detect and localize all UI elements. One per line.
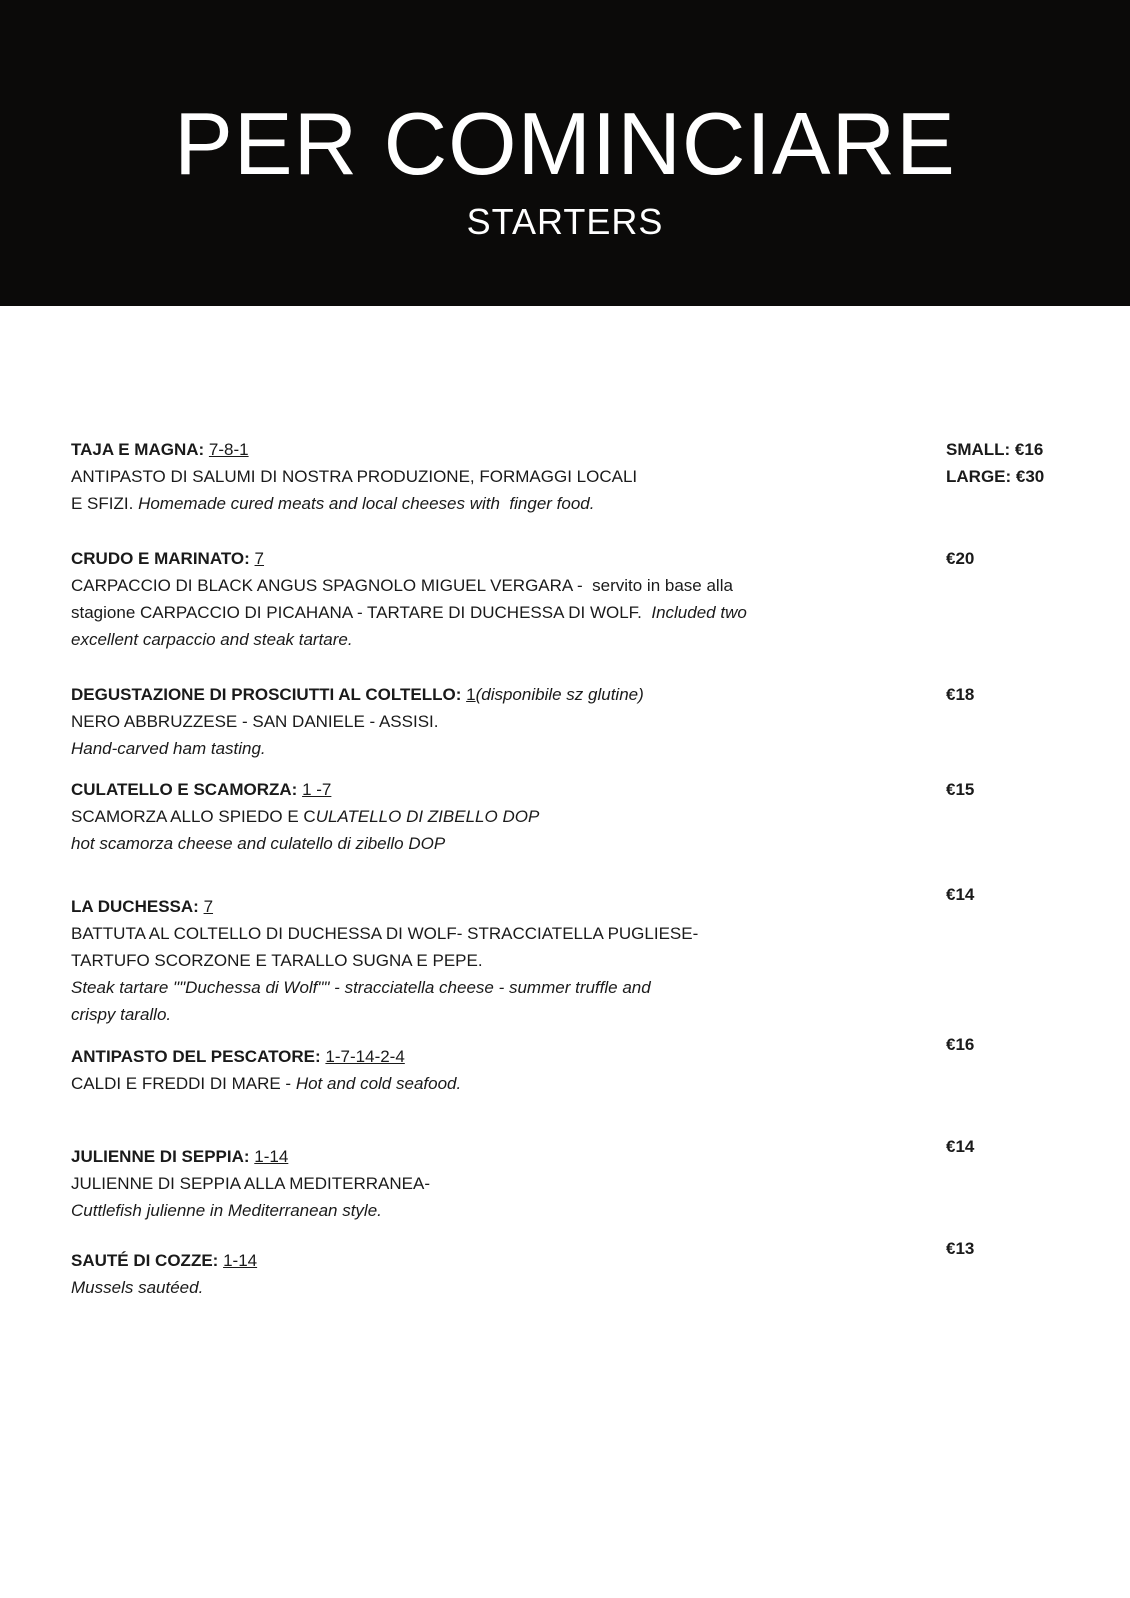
menu-item bbox=[71, 776, 1071, 857]
description-italian: stagione CARPACCIO DI PICAHANA - TARTARE DI DUCHESSA DI WOLF. bbox=[71, 603, 652, 622]
description-italian: ANTIPASTO DI SALUMI DI NOSTRA PRODUZIONE, FORMAGGI LOCALI bbox=[71, 467, 638, 486]
menu-item-heading bbox=[71, 681, 1071, 708]
menu-item bbox=[71, 545, 1071, 653]
menu-item bbox=[71, 1247, 1071, 1301]
menu-item-name: TAJA E MAGNA: bbox=[71, 440, 205, 459]
menu-item-description-line bbox=[71, 947, 1071, 974]
description-english: Cuttlefish julienne in Mediterranean style. bbox=[71, 1201, 382, 1220]
menu-item-heading bbox=[71, 545, 1071, 572]
menu-item-description-line bbox=[71, 1001, 1071, 1028]
allergen-codes: 1-7-14-2-4 bbox=[325, 1047, 405, 1066]
menu-item-description-line bbox=[71, 974, 1071, 1001]
menu-item-price: LARGE: €30 bbox=[946, 467, 1045, 486]
menu-item-description-line bbox=[71, 1070, 1071, 1097]
menu-item-price: €15 bbox=[946, 780, 975, 799]
menu-item-description-line bbox=[71, 490, 1071, 517]
allergen-codes: 7-8-1 bbox=[208, 440, 249, 459]
allergen-codes: 1-14 bbox=[254, 1147, 289, 1166]
menu-item-description-line bbox=[71, 1274, 1071, 1301]
menu-item-description-line bbox=[71, 1197, 1071, 1224]
menu-item-description-line bbox=[71, 1170, 1071, 1197]
header-banner bbox=[0, 0, 1130, 306]
menu-item-price: €16 bbox=[946, 1035, 975, 1054]
menu-item-description-line bbox=[71, 803, 1071, 830]
description-english: Homemade cured meats and local cheeses with finger food. bbox=[138, 494, 595, 513]
allergen-codes: 1 -7 bbox=[302, 780, 332, 799]
allergen-codes: 1-14 bbox=[223, 1251, 258, 1270]
menu-item bbox=[71, 681, 1071, 762]
menu-item-description-line bbox=[71, 572, 1071, 599]
description-italian: E SFIZI. bbox=[71, 494, 139, 513]
menu-item-price: €18 bbox=[946, 685, 975, 704]
menu-item-name: DEGUSTAZIONE DI PROSCIUTTI AL COLTELLO: bbox=[71, 685, 462, 704]
description-english: Mussels sautéed. bbox=[71, 1278, 204, 1297]
menu-item-description-line bbox=[71, 599, 1071, 626]
page-title: PER COMINCIARE bbox=[174, 94, 956, 193]
menu-item-description-line bbox=[71, 920, 1071, 947]
description-italian: BATTUTA AL COLTELLO DI DUCHESSA DI WOLF- STRACCIATELLA PUGLIESE- bbox=[71, 924, 699, 943]
menu-item bbox=[71, 436, 1071, 517]
menu-item-price: €14 bbox=[946, 885, 975, 904]
description-italian: NERO ABBRUZZESE - SAN DANIELE - ASSISI. bbox=[71, 712, 439, 731]
menu-item-description-line bbox=[71, 626, 1071, 653]
description-italian: TARTUFO SCORZONE E TARALLO SUGNA E PEPE. bbox=[71, 951, 483, 970]
menu-item-name: ANTIPASTO DEL PESCATORE: bbox=[71, 1047, 321, 1066]
menu-item-name: SAUTÉ DI COZZE: bbox=[71, 1251, 219, 1270]
menu-item-note: (disponibile sz glutine) bbox=[475, 685, 644, 704]
description-english: Hand-carved ham tasting. bbox=[71, 739, 266, 758]
menu-item bbox=[71, 1143, 1071, 1224]
allergen-codes: 7 bbox=[203, 897, 214, 916]
menu-item-heading bbox=[71, 1143, 1071, 1170]
description-italian: CARPACCIO DI BLACK ANGUS SPAGNOLO MIGUEL VERGARA - servito in base alla bbox=[71, 576, 733, 595]
description-english: Steak tartare ""Duchessa di Wolf"" - stracciatella cheese - summer truffle and bbox=[71, 978, 651, 997]
description-italian: CALDI E FREDDI DI MARE - bbox=[71, 1074, 296, 1093]
description-english: hot scamorza cheese and culatello di zibello DOP bbox=[71, 834, 446, 853]
allergen-codes: 7 bbox=[254, 549, 265, 568]
menu-item-heading bbox=[71, 1043, 1071, 1070]
description-english: crispy tarallo. bbox=[71, 1005, 172, 1024]
allergen-codes: 1 bbox=[466, 685, 476, 704]
description-italian: JULIENNE DI SEPPIA ALLA MEDITERRANEA- bbox=[71, 1174, 431, 1193]
menu-item-description-line bbox=[71, 708, 1071, 735]
page-subtitle: STARTERS bbox=[466, 201, 664, 242]
menu-item-name: CRUDO E MARINATO: bbox=[71, 549, 250, 568]
menu-item-heading bbox=[71, 436, 1071, 463]
menu-item bbox=[71, 1043, 1071, 1097]
description-english: ULATELLO DI ZIBELLO DOP bbox=[315, 807, 540, 826]
menu-item-description-line bbox=[71, 463, 1071, 490]
menu-item-price: €20 bbox=[946, 549, 975, 568]
description-english: Included two bbox=[651, 603, 747, 622]
menu-item-heading bbox=[71, 776, 1071, 803]
menu-item-price: €14 bbox=[946, 1137, 975, 1156]
menu-item-price: SMALL: €16 bbox=[946, 440, 1044, 459]
description-english: Hot and cold seafood. bbox=[295, 1074, 462, 1093]
menu-item-description-line bbox=[71, 830, 1071, 857]
menu-item bbox=[71, 893, 1071, 1028]
menu-item-heading bbox=[71, 893, 1071, 920]
description-english: excellent carpaccio and steak tartare. bbox=[71, 630, 353, 649]
menu-item-name: JULIENNE DI SEPPIA: bbox=[71, 1147, 250, 1166]
menu-item-name: LA DUCHESSA: bbox=[71, 897, 199, 916]
menu-item-description-line bbox=[71, 735, 1071, 762]
description-italian: SCAMORZA ALLO SPIEDO E C bbox=[71, 807, 316, 826]
menu-item-heading bbox=[71, 1247, 1071, 1274]
menu-item-name: CULATELLO E SCAMORZA: bbox=[71, 780, 298, 799]
menu-item-price: €13 bbox=[946, 1239, 975, 1258]
